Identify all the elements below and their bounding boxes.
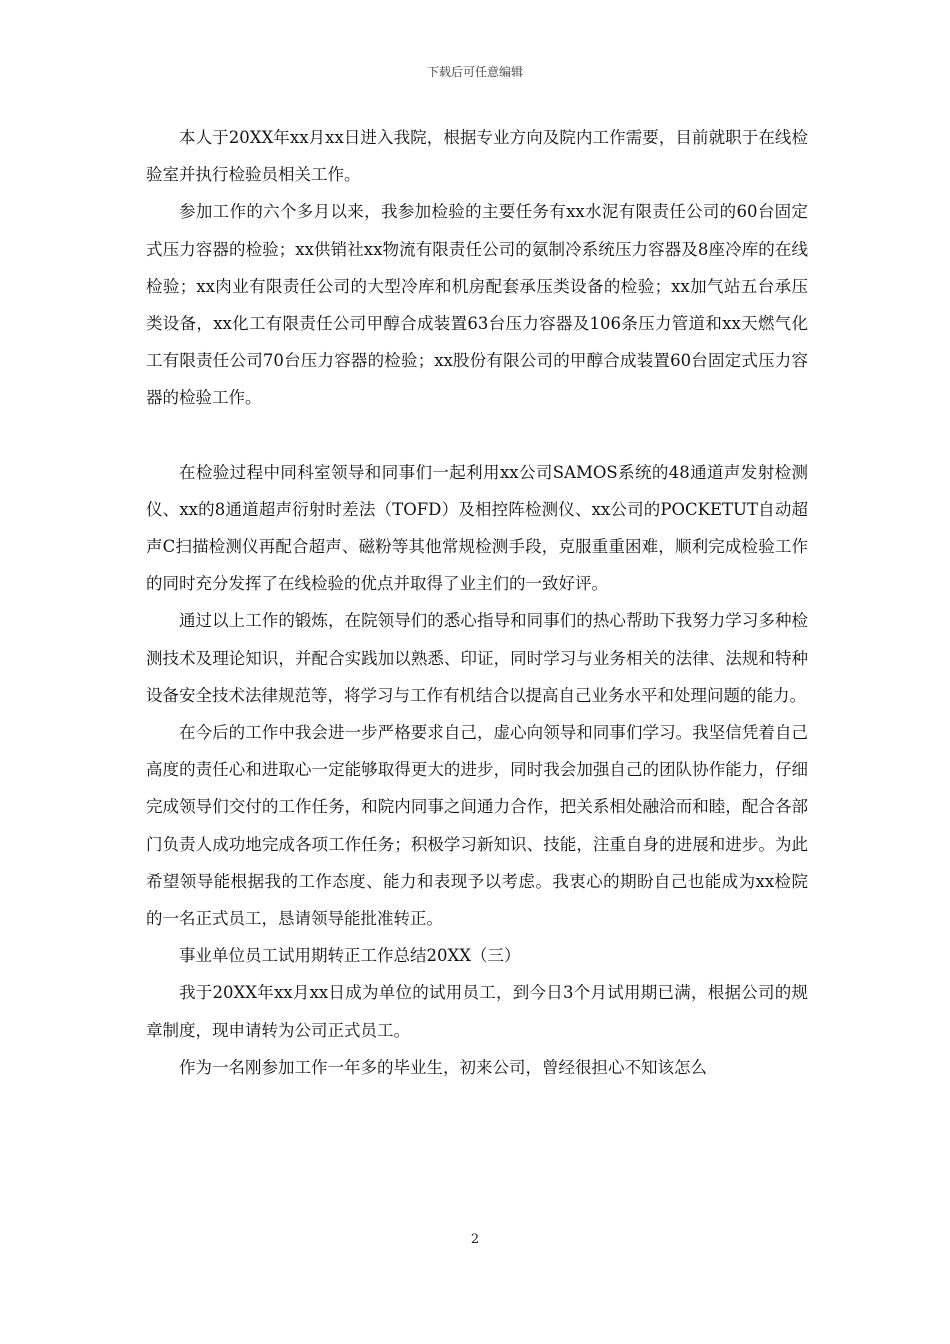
- page-header: 下载后可任意编辑: [426, 65, 523, 79]
- paragraph-inspection-tasks: 参加工作的六个多月以来，我参加检验的主要任务有xx水泥有限责任公司的60台固定式压力容器的检验；xx供销社xx物流有限责任公司的氨制冷系统压力容器及8座冷库的在线检验；xx肉业有限责任公司的大型冷库和机房配套承压类设备的检验；xx加气站五台承压类设备，xx化工有限责任公司甲醇合成装置63台压力容器及106条压力管道和xx天燃气化工有限责任公司70台压力容器的检验；xx股份有限公司的甲醇合成装置60台固定式压力容器的检验工作。: [146, 202, 808, 408]
- paragraph-graduate-intro: 作为一名刚参加工作一年多的毕业生，初来公司，曾经很担心不知该怎么: [179, 1057, 707, 1077]
- paragraph-probation-application: 我于20XX年xx月xx日成为单位的试用员工，到今日3个月试用期已满，根据公司的规章制度，现申请转为公司正式员工。: [146, 983, 808, 1040]
- paragraph-training: 通过以上工作的锻炼，在院领导们的悉心指导和同事们的热心帮助下我努力学习多种检测技术及理论知识，并配合实践加以熟悉、印证，同时学习与业务相关的法律、法规和特种设备安全技术法律规范等，将学习与工作有机结合以提高自己业务水平和处理问题的能力。: [146, 611, 808, 705]
- page-number: 2: [470, 1232, 480, 1247]
- document-body: [146, 119, 808, 1086]
- paragraph-inspection-process: 在检验过程中同科室领导和同事们一起利用xx公司SAMOS系统的48通道声发射检测仪、xx的8通道超声衍射时差法（TOFD）及相控阵检测仪、xx公司的POCKETUT自动超声C扫描检测仪再配合超声、磁粉等其他常规检测手段，克服重重困难，顺利完成检验工作的同时充分发挥了在线检验的优点并取得了业主们的一致好评。: [146, 462, 808, 594]
- paragraph-future-plans: 在今后的工作中我会进一步严格要求自己，虚心向领导和同事们学习。我坚信凭着自己高度的责任心和进取心一定能够取得更大的进步，同时我会加强自己的团队协作能力，仔细完成领导们交付的工作任务，和院内同事之间通力合作，把关系相处融洽而和睦，配合各部门负责人成功地完成各项工作任务；积极学习新知识、技能，注重自身的进展和进步。为此希望领导能根据我的工作态度、能力和表现予以考虑。我衷心的期盼自己也能成为xx检院的一名正式员工，恳请领导能批准转正。: [146, 723, 808, 929]
- paragraph-intro: 本人于20XX年xx月xx日进入我院，根据专业方向及院内工作需要，目前就职于在线检验室并执行检验员相关工作。: [146, 128, 808, 185]
- section-heading: 事业单位员工试用期转正工作总结20XX（三）: [179, 946, 521, 966]
